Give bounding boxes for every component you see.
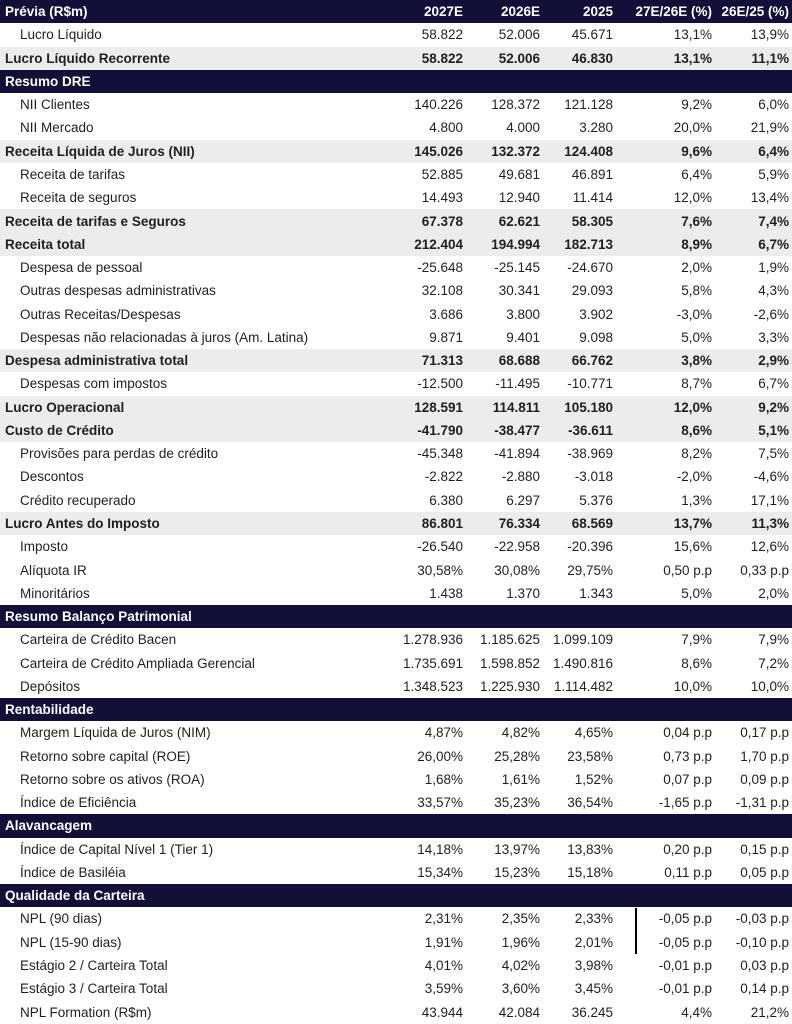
cell-value: 13,1% — [673, 27, 712, 43]
table-row — [0, 977, 792, 1000]
cell-value: 3.800 — [506, 306, 540, 322]
cell-value: 6,7% — [758, 236, 789, 252]
cell-value: 212.404 — [414, 236, 463, 252]
cell-value: 3,98% — [574, 958, 613, 974]
column-header: 2025 — [582, 4, 613, 20]
cell-value: 43.944 — [421, 1004, 463, 1020]
cell-value: 8,7% — [681, 376, 712, 392]
row-label: NPL Formation (R$m) — [20, 1004, 152, 1020]
cell-value: 3.686 — [429, 306, 463, 322]
cell-value: 4,3% — [758, 283, 789, 299]
cell-value: -2,6% — [753, 306, 789, 322]
summary-row — [0, 349, 792, 372]
table-row — [0, 372, 792, 395]
cell-value: -41.894 — [494, 446, 540, 462]
cell-value: 46.891 — [571, 166, 613, 182]
table-row — [0, 442, 792, 465]
cell-value: -25.648 — [417, 260, 463, 276]
row-label: Outras despesas administrativas — [20, 283, 216, 299]
cell-value: 13,9% — [750, 27, 789, 43]
cell-value: 5,0% — [681, 329, 712, 345]
table-row — [0, 861, 792, 884]
cell-value: 2,33% — [574, 911, 613, 927]
cell-value: 8,9% — [681, 236, 712, 252]
table-row — [0, 186, 792, 209]
cell-value: 17,1% — [750, 492, 789, 508]
cell-value: -22.958 — [494, 539, 540, 555]
cell-value: -38.969 — [567, 446, 613, 462]
row-label: Descontos — [20, 469, 84, 485]
table-row — [0, 838, 792, 861]
cell-value: 194.994 — [491, 236, 540, 252]
cell-value: 6,0% — [758, 97, 789, 113]
row-label: Receita de seguros — [20, 190, 137, 206]
table-row — [0, 1000, 792, 1023]
cell-value: 46.830 — [571, 50, 613, 66]
cell-value: 8,2% — [681, 446, 712, 462]
cell-value: 4,87% — [424, 725, 463, 741]
row-label: Receita de tarifas e Seguros — [5, 213, 186, 229]
cell-value: 12,0% — [673, 190, 712, 206]
cell-value: 5.376 — [579, 492, 613, 508]
row-label: Retorno sobre os ativos (ROA) — [20, 771, 205, 787]
cell-value: 3,59% — [424, 981, 463, 997]
cell-value: 2,01% — [574, 934, 613, 950]
cell-value: 29,75% — [567, 562, 613, 578]
cell-value: 2,0% — [681, 260, 712, 276]
cell-value: 62.621 — [498, 213, 540, 229]
cell-value: 1.490.816 — [552, 655, 613, 671]
cell-value: 71.313 — [421, 353, 463, 369]
cell-value: 1.343 — [579, 585, 613, 601]
cell-value: 9.401 — [506, 329, 540, 345]
cell-value: 105.180 — [564, 399, 613, 415]
row-label: Despesa de pessoal — [20, 260, 143, 276]
cell-value: 7,2% — [758, 655, 789, 671]
cell-value: 30,08% — [494, 562, 540, 578]
cell-value: 0,09 p.p — [740, 771, 789, 787]
cell-value: 6.297 — [506, 492, 540, 508]
cell-value: 6,4% — [681, 166, 712, 182]
cell-value: 2,35% — [501, 911, 540, 927]
table-row — [0, 745, 792, 768]
row-label: Receita Líquida de Juros (NII) — [5, 143, 195, 159]
table-row — [0, 558, 792, 581]
summary-row — [0, 209, 792, 232]
cell-value: 3,3% — [758, 329, 789, 345]
row-label: Minoritários — [20, 585, 90, 601]
cell-value: 8,6% — [681, 422, 712, 438]
cell-value: 0,15 p.p — [740, 841, 789, 857]
cell-value: -41.790 — [417, 422, 463, 438]
cell-value: 132.372 — [491, 143, 540, 159]
cell-value: 15,6% — [673, 539, 712, 555]
cell-value: 76.334 — [498, 515, 540, 531]
npl-divider-line — [635, 908, 637, 954]
cell-value: 2,0% — [758, 585, 789, 601]
section-header-row — [0, 605, 792, 628]
cell-value: 0,05 p.p — [740, 864, 789, 880]
cell-value: 58.305 — [571, 213, 613, 229]
cell-value: 45.671 — [571, 27, 613, 43]
cell-value: 21,9% — [750, 120, 789, 136]
table-row — [0, 675, 792, 698]
table-row — [0, 907, 792, 930]
cell-value: -0,03 p.p — [735, 911, 789, 927]
cell-value: 10,0% — [673, 678, 712, 694]
cell-value: 5,8% — [681, 283, 712, 299]
cell-value: 15,23% — [494, 864, 540, 880]
cell-value: 49.681 — [498, 166, 540, 182]
cell-value: 12,6% — [750, 539, 789, 555]
cell-value: 36.245 — [571, 1004, 613, 1020]
cell-value: 1.598.852 — [479, 655, 540, 671]
cell-value: 0,33 p.p — [740, 562, 789, 578]
cell-value: 30,58% — [417, 562, 463, 578]
cell-value: 124.408 — [564, 143, 613, 159]
table-header-row — [0, 0, 792, 23]
summary-row — [0, 512, 792, 535]
cell-value: 7,9% — [758, 632, 789, 648]
cell-value: -20.396 — [567, 539, 613, 555]
section-header-row — [0, 814, 792, 837]
table-row — [0, 302, 792, 325]
cell-value: 0,17 p.p — [740, 725, 789, 741]
cell-value: 4,02% — [501, 958, 540, 974]
row-label: Depósitos — [20, 678, 81, 694]
cell-value: 1.735.691 — [402, 655, 463, 671]
cell-value: 26,00% — [417, 748, 463, 764]
cell-value: -3.018 — [574, 469, 613, 485]
cell-value: -12.500 — [417, 376, 463, 392]
cell-value: 52.885 — [421, 166, 463, 182]
row-label: Índice de Basiléia — [20, 864, 126, 880]
cell-value: 5,9% — [758, 166, 789, 182]
cell-value: -2.880 — [501, 469, 540, 485]
column-header: 27E/26E (%) — [635, 4, 712, 20]
cell-value: 182.713 — [564, 236, 613, 252]
table-row — [0, 582, 792, 605]
table-row — [0, 326, 792, 349]
cell-value: 128.372 — [491, 97, 540, 113]
cell-value: 1.278.936 — [402, 632, 463, 648]
table-row — [0, 279, 792, 302]
cell-value: 2,9% — [758, 353, 789, 369]
row-label: Receita de tarifas — [20, 166, 126, 182]
row-label: Lucro Líquido — [20, 27, 102, 43]
cell-value: 3.280 — [579, 120, 613, 136]
cell-value: 145.026 — [414, 143, 463, 159]
section-title: Alavancagem — [5, 818, 93, 834]
cell-value: 13,97% — [494, 841, 540, 857]
cell-value: 0,73 p.p — [663, 748, 712, 764]
cell-value: -11.495 — [495, 376, 540, 392]
cell-value: 7,5% — [758, 446, 789, 462]
cell-value: 21,2% — [750, 1004, 789, 1020]
cell-value: 9.098 — [579, 329, 613, 345]
cell-value: 25,28% — [494, 748, 540, 764]
cell-value: 6,7% — [758, 376, 789, 392]
row-label: Despesa administrativa total — [5, 353, 189, 369]
cell-value: 3,60% — [501, 981, 540, 997]
cell-value: 6,4% — [758, 143, 789, 159]
cell-value: 0,20 p.p — [663, 841, 712, 857]
cell-value: 13,4% — [750, 190, 789, 206]
column-header: 2026E — [500, 4, 540, 20]
cell-value: 36,54% — [567, 795, 613, 811]
cell-value: -3,0% — [676, 306, 712, 322]
section-header-row — [0, 698, 792, 721]
table-row — [0, 116, 792, 139]
cell-value: 4,4% — [681, 1004, 712, 1020]
cell-value: 66.762 — [571, 353, 613, 369]
cell-value: 1.099.109 — [552, 632, 613, 648]
cell-value: 32.108 — [421, 283, 463, 299]
cell-value: -36.611 — [567, 422, 613, 438]
cell-value: 1,3% — [681, 492, 712, 508]
cell-value: -45.348 — [417, 446, 463, 462]
row-label: Retorno sobre capital (ROE) — [20, 748, 191, 764]
table-row — [0, 721, 792, 744]
row-label: Índice de Capital Nível 1 (Tier 1) — [20, 841, 214, 857]
cell-value: 3,8% — [681, 353, 712, 369]
cell-value: 5,0% — [681, 585, 712, 601]
cell-value: 33,57% — [417, 795, 463, 811]
table-title: Prévia (R$m) — [5, 4, 88, 20]
table-row — [0, 791, 792, 814]
cell-value: 52.006 — [498, 50, 540, 66]
cell-value: 4,82% — [501, 725, 540, 741]
cell-value: 1,52% — [574, 771, 613, 787]
cell-value: -2.822 — [424, 469, 463, 485]
cell-value: -0,05 p.p — [658, 911, 712, 927]
cell-value: 67.378 — [421, 213, 463, 229]
summary-row — [0, 47, 792, 70]
cell-value: 4,65% — [574, 725, 613, 741]
summary-row — [0, 140, 792, 163]
cell-value: 1.348.523 — [402, 678, 463, 694]
cell-value: -0,05 p.p — [658, 934, 712, 950]
cell-value: 1.370 — [506, 585, 540, 601]
cell-value: 9,2% — [758, 399, 789, 415]
cell-value: -24.670 — [567, 260, 613, 276]
cell-value: 0,14 p.p — [740, 981, 789, 997]
row-label: Despesas não relacionadas à juros (Am. Latina) — [20, 329, 309, 345]
row-label: Custo de Crédito — [5, 422, 114, 438]
row-label: Índice de Eficiência — [20, 795, 137, 811]
cell-value: -4,6% — [753, 469, 789, 485]
cell-value: 2,31% — [424, 911, 463, 927]
table-row — [0, 535, 792, 558]
table-row — [0, 628, 792, 651]
cell-value: 0,04 p.p — [663, 725, 712, 741]
cell-value: 4.000 — [506, 120, 540, 136]
cell-value: 10,0% — [750, 678, 789, 694]
row-label: NII Clientes — [20, 97, 90, 113]
cell-value: 9.871 — [429, 329, 463, 345]
cell-value: 86.801 — [421, 515, 463, 531]
row-label: Imposto — [20, 539, 69, 555]
row-label: Lucro Líquido Recorrente — [5, 50, 171, 66]
cell-value: 8,6% — [681, 655, 712, 671]
summary-row — [0, 419, 792, 442]
row-label: Provisões para perdas de crédito — [20, 446, 219, 462]
row-label: Carteira de Crédito Ampliada Gerencial — [20, 655, 255, 671]
cell-value: 7,9% — [681, 632, 712, 648]
cell-value: 1,70 p.p — [740, 748, 789, 764]
cell-value: 1,61% — [501, 771, 540, 787]
cell-value: 58.822 — [421, 50, 463, 66]
cell-value: 11,1% — [751, 50, 789, 66]
cell-value: 140.226 — [414, 97, 463, 113]
cell-value: 1,9% — [758, 260, 789, 276]
row-label: Lucro Antes do Imposto — [5, 515, 160, 531]
cell-value: 13,1% — [673, 50, 712, 66]
table-row — [0, 768, 792, 791]
cell-value: 0,07 p.p — [663, 771, 712, 787]
cell-value: 0,50 p.p — [663, 562, 712, 578]
row-label: NPL (15-90 dias) — [20, 934, 122, 950]
cell-value: -0,01 p.p — [658, 958, 712, 974]
cell-value: 128.591 — [414, 399, 463, 415]
cell-value: 1,91% — [424, 934, 463, 950]
cell-value: 1.185.625 — [479, 632, 540, 648]
cell-value: 15,34% — [417, 864, 463, 880]
cell-value: -26.540 — [417, 539, 463, 555]
row-label: Receita total — [5, 236, 86, 252]
section-title: Qualidade da Carteira — [5, 888, 145, 904]
cell-value: 9,6% — [681, 143, 712, 159]
column-header: 2027E — [423, 4, 463, 20]
table-row — [0, 23, 792, 46]
cell-value: -10.771 — [567, 376, 613, 392]
cell-value: 4.800 — [429, 120, 463, 136]
cell-value: 1.114.482 — [553, 678, 613, 694]
cell-value: -2,0% — [676, 469, 712, 485]
table-row — [0, 931, 792, 954]
cell-value: -1,31 p.p — [735, 795, 789, 811]
section-title: Resumo Balanço Patrimonial — [5, 609, 192, 625]
section-header-row — [0, 70, 792, 93]
table-row — [0, 489, 792, 512]
cell-value: 42.084 — [498, 1004, 540, 1020]
cell-value: 12,0% — [673, 399, 712, 415]
cell-value: 12.940 — [498, 190, 540, 206]
cell-value: 58.822 — [421, 27, 463, 43]
row-label: Estágio 3 / Carteira Total — [20, 981, 168, 997]
row-label: Estágio 2 / Carteira Total — [20, 958, 168, 974]
cell-value: 13,7% — [673, 515, 712, 531]
cell-value: 1.438 — [429, 585, 463, 601]
cell-value: 11,3% — [751, 515, 789, 531]
cell-value: -38.477 — [494, 422, 540, 438]
cell-value: 3,45% — [574, 981, 613, 997]
cell-value: -0,01 p.p — [658, 981, 712, 997]
cell-value: 14,18% — [417, 841, 463, 857]
cell-value: 13,83% — [567, 841, 613, 857]
cell-value: 3.902 — [579, 306, 613, 322]
cell-value: 1.225.930 — [479, 678, 540, 694]
cell-value: 114.811 — [492, 399, 540, 415]
cell-value: -1,65 p.p — [658, 795, 712, 811]
row-label: NPL (90 dias) — [20, 911, 103, 927]
summary-row — [0, 396, 792, 419]
row-label: Margem Líquida de Juros (NIM) — [20, 725, 211, 741]
cell-value: 6.380 — [429, 492, 463, 508]
cell-value: 15,18% — [567, 864, 613, 880]
row-label: Alíquota IR — [20, 562, 87, 578]
cell-value: 0,03 p.p — [740, 958, 789, 974]
cell-value: 1,96% — [501, 934, 540, 950]
table-row — [0, 465, 792, 488]
cell-value: 4,01% — [424, 958, 463, 974]
section-title: Resumo DRE — [5, 73, 91, 89]
row-label: Outras Receitas/Despesas — [20, 306, 181, 322]
cell-value: 68.569 — [571, 515, 613, 531]
cell-value: 23,58% — [567, 748, 613, 764]
cell-value: 5,1% — [758, 422, 789, 438]
cell-value: 20,0% — [673, 120, 712, 136]
cell-value: 0,11 p.p — [664, 864, 712, 880]
table-row — [0, 163, 792, 186]
row-label: Lucro Operacional — [5, 399, 125, 415]
cell-value: 35,23% — [494, 795, 540, 811]
cell-value: 11.414 — [572, 190, 613, 206]
table-row — [0, 651, 792, 674]
cell-value: 29.093 — [571, 283, 613, 299]
column-header: 26E/25 (%) — [721, 4, 789, 20]
table-row — [0, 256, 792, 279]
cell-value: 52.006 — [498, 27, 540, 43]
section-header-row — [0, 884, 792, 907]
cell-value: 1,68% — [424, 771, 463, 787]
cell-value: 30.341 — [498, 283, 540, 299]
row-label: Carteira de Crédito Bacen — [20, 632, 177, 648]
cell-value: 9,2% — [681, 97, 712, 113]
row-label: Despesas com impostos — [20, 376, 168, 392]
cell-value: 68.688 — [498, 353, 540, 369]
cell-value: 7,6% — [681, 213, 712, 229]
section-title: Rentabilidade — [5, 702, 94, 718]
row-label: NII Mercado — [20, 120, 94, 136]
table-row — [0, 93, 792, 116]
cell-value: 7,4% — [758, 213, 789, 229]
summary-row — [0, 233, 792, 256]
cell-value: 14.493 — [421, 190, 463, 206]
cell-value: -0,10 p.p — [735, 934, 789, 950]
cell-value: 121.128 — [564, 97, 613, 113]
table-row — [0, 954, 792, 977]
row-label: Crédito recuperado — [20, 492, 136, 508]
cell-value: -25.145 — [494, 260, 540, 276]
